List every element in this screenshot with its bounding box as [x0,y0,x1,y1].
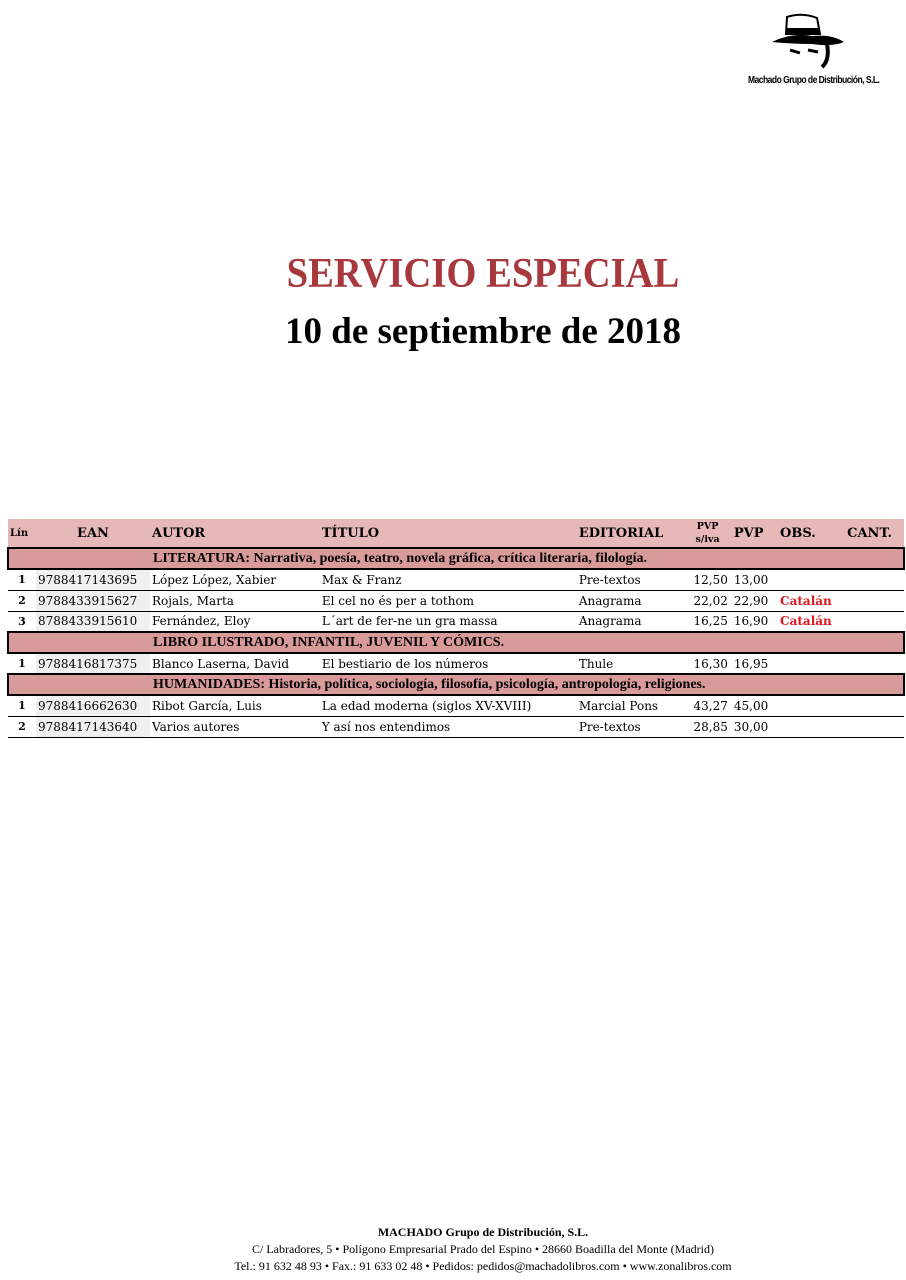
cell-cant[interactable] [845,695,904,716]
cell-editorial: Pre-textos [577,569,683,590]
cell-lin: 1 [8,569,36,590]
cell-pvp-siva: 22,02 [683,590,732,611]
cell-pvp: 16,95 [732,653,778,674]
cell-obs [778,653,845,674]
cell-pvp-siva: 43,27 [683,695,732,716]
col-titulo: TÍTULO [321,525,380,541]
page-title: SERVICIO ESPECIAL [286,251,680,297]
cell-lin: 3 [8,611,36,632]
cell-editorial: Anagrama [577,611,683,632]
section-row [8,632,904,653]
company-logo [748,12,878,92]
cell-autor: López López, Xabier [150,569,320,590]
cell-ean: 9788417143695 [36,569,150,590]
cell-titulo: El bestiario de los números [320,653,577,674]
cell-cant[interactable] [845,590,904,611]
cell-autor: Rojals, Marta [150,590,320,611]
table-header-row [8,519,904,548]
cell-ean: 9788417143640 [36,716,150,737]
cell-lin: 1 [8,695,36,716]
col-pvp-siva-line2: s/iva [695,534,720,545]
cell-cant[interactable] [845,611,904,632]
cell-autor: Blanco Laserna, David [150,653,320,674]
cell-autor: Varios autores [150,716,320,737]
table-row [8,590,904,611]
section-row [8,548,904,569]
cell-pvp: 13,00 [732,569,778,590]
table-row [8,611,904,632]
cell-obs [778,716,845,737]
cell-cant[interactable] [845,569,904,590]
col-autor: AUTOR [152,525,206,541]
table-row [8,716,904,737]
cell-titulo: L´art de fer-ne un gra massa [320,611,577,632]
cell-autor: Ribot García, Luis [150,695,320,716]
cell-pvp-siva: 28,85 [683,716,732,737]
cell-pvp-siva: 16,30 [683,653,732,674]
cell-pvp: 45,00 [732,695,778,716]
col-pvp: PVP [733,525,764,541]
footer-company: MACHADO Grupo de Distribución, S.L. [377,1225,589,1239]
hat-face-icon [772,12,847,74]
cell-titulo: La edad moderna (siglos XV-XVIII) [320,695,577,716]
logo-company-name: Machado Grupo de Distribución, S.L. [748,75,880,86]
cell-editorial: Marcial Pons [577,695,683,716]
col-pvp-siva [683,519,732,548]
cell-autor: Fernández, Eloy [150,611,320,632]
cell-pvp: 16,90 [732,611,778,632]
cell-pvp-siva: 12,50 [683,569,732,590]
cell-pvp-siva: 16,25 [683,611,732,632]
col-cant: CANT. [847,525,892,541]
section-label: LITERATURA: Narrativa, poesía, teatro, novela gráfica, crítica literaria, filología. [8,548,904,569]
cell-lin: 2 [8,590,36,611]
cell-cant[interactable] [845,716,904,737]
cell-cant[interactable] [845,653,904,674]
cell-lin: 2 [8,716,36,737]
cell-titulo: Y así nos entendimos [320,716,577,737]
cell-editorial: Anagrama [577,590,683,611]
table-row [8,695,904,716]
books-table [7,519,905,738]
cell-obs: Catalán [778,611,845,632]
col-ean: EAN [77,525,109,541]
col-obs: OBS. [780,525,816,541]
cell-editorial: Thule [577,653,683,674]
cell-ean: 9788433915627 [36,590,150,611]
cell-titulo: Max & Franz [320,569,577,590]
footer [0,1224,906,1275]
section-label: LIBRO ILUSTRADO, INFANTIL, JUVENIL Y CÓMICS. [8,632,904,653]
cell-ean: 9788416817375 [36,653,150,674]
section-label: HUMANIDADES: Historia, política, sociología, filosofía, psicología, antropología, religiones. [8,674,904,695]
cell-obs [778,569,845,590]
cell-titulo: El cel no és per a tothom [320,590,577,611]
cell-obs [778,695,845,716]
footer-address: C/ Labradores, 5 • Polígono Empresarial Prado del Espino • 28660 Boadilla del Monte (Madrid) [252,1242,714,1256]
cell-editorial: Pre-textos [577,716,683,737]
table-row [8,653,904,674]
section-row [8,674,904,695]
cell-pvp: 22,90 [732,590,778,611]
footer-contact: Tel.: 91 632 48 93 • Fax.: 91 633 02 48 • Pedidos: pedidos@machadolibros.com • www.zonalibros.com [234,1259,732,1273]
col-pvp-siva-line1: PVP [696,521,719,532]
col-lin: Lín [10,527,29,539]
cell-pvp: 30,00 [732,716,778,737]
col-editorial: EDITORIAL [578,525,664,541]
cell-lin: 1 [8,653,36,674]
table-row [8,569,904,590]
cell-ean: 8788433915610 [36,611,150,632]
page-date: 10 de septiembre de 2018 [285,311,681,352]
cell-ean: 9788416662630 [36,695,150,716]
cell-obs: Catalán [778,590,845,611]
